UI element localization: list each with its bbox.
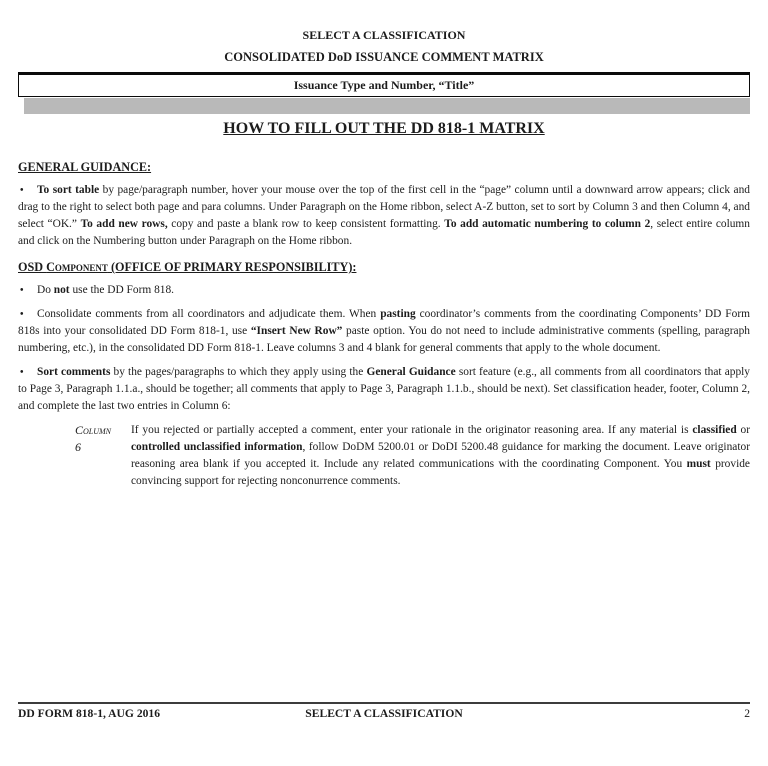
bullet-item: [18, 306, 750, 357]
column6-text: If you rejected or partially accepted a comment, enter your rationale in the originator reasoning area. If any material is classified or controlled unclassified information, follow DoDM 5200.01 or DoDI 5200.48 guidance for marking the document. Leave originator reasoning area blank if you accepted it. Include any related communications with the coordinating Component. You must provide convincing support for rejecting nonconurrence comments.: [131, 424, 751, 487]
section-heading-general-guidance: GENERAL GUIDANCE:: [18, 160, 152, 174]
bullet-icon: •: [20, 285, 24, 296]
bullet-icon: •: [20, 309, 24, 320]
column6-label: [75, 422, 131, 490]
issuance-gray-bar: [24, 98, 750, 114]
column6-entry: [75, 422, 750, 490]
column6-label-word: Column: [75, 423, 112, 437]
classification-banner: SELECT A CLASSIFICATION: [302, 28, 466, 42]
bullet-icon: •: [20, 185, 24, 196]
bullet-text: Sort comments by the pages/paragraphs to which they apply using the General Guidance sort feature (e.g., all comments from all coordinators that apply to Page 3, Paragraph 1.1.a., should be together; all comments that apply to Page 3, Paragraph 1.1.b., should be next). Set classification header, footer, Column 2, and complete the last two entries in Column 6:: [18, 366, 750, 412]
column6-label-number: 6: [75, 440, 81, 454]
footer-classification: SELECT A CLASSIFICATION: [305, 707, 463, 720]
document-title: CONSOLIDATED DoD ISSUANCE COMMENT MATRIX: [224, 50, 544, 64]
bullet-icon: •: [20, 367, 24, 378]
bullet-text: Do not use the DD Form 818.: [37, 284, 175, 296]
bullet-item: [18, 282, 750, 299]
issuance-type-box: Issuance Type and Number, “Title”: [18, 72, 750, 97]
footer-form-id: DD FORM 818-1, AUG 2016: [18, 707, 161, 720]
footer: [18, 702, 750, 721]
footer-page-number: 2: [744, 707, 750, 720]
section-heading-osd-component: OSD Component (OFFICE OF PRIMARY RESPONSIBILITY):: [18, 260, 357, 274]
bullet-text: To sort table by page/paragraph number, hover your mouse over the top of the first cell in the “page” column until a downward arrow appears; click and drag to the right to select both page and para columns. Under Paragraph on the Home ribbon, select A-Z button, set to sort by Column 3 and then Column 4, and select “OK.” To add new rows, copy and paste a blank row to keep consistent formatting. To add automatic numbering to column 2, select entire column and click on the Numbering button under Paragraph on the Home ribbon.: [18, 184, 750, 247]
bullet-item: [18, 364, 750, 415]
bullet-item: [18, 182, 750, 250]
bullet-text: Consolidate comments from all coordinators and adjudicate them. When pasting coordinator’s comments from the coordinating Components’ DD Form 818s into your consolidated DD Form 818-1, use “Insert New Row” paste option. You do not need to include administrative comments (spelling, paragraph numbering, etc.), in the consolidated DD Form 818-1. Leave columns 3 and 4 blank for general comments that apply to the whole document.: [18, 308, 750, 354]
page-heading: HOW TO FILL OUT THE DD 818-1 MATRIX: [223, 120, 545, 137]
